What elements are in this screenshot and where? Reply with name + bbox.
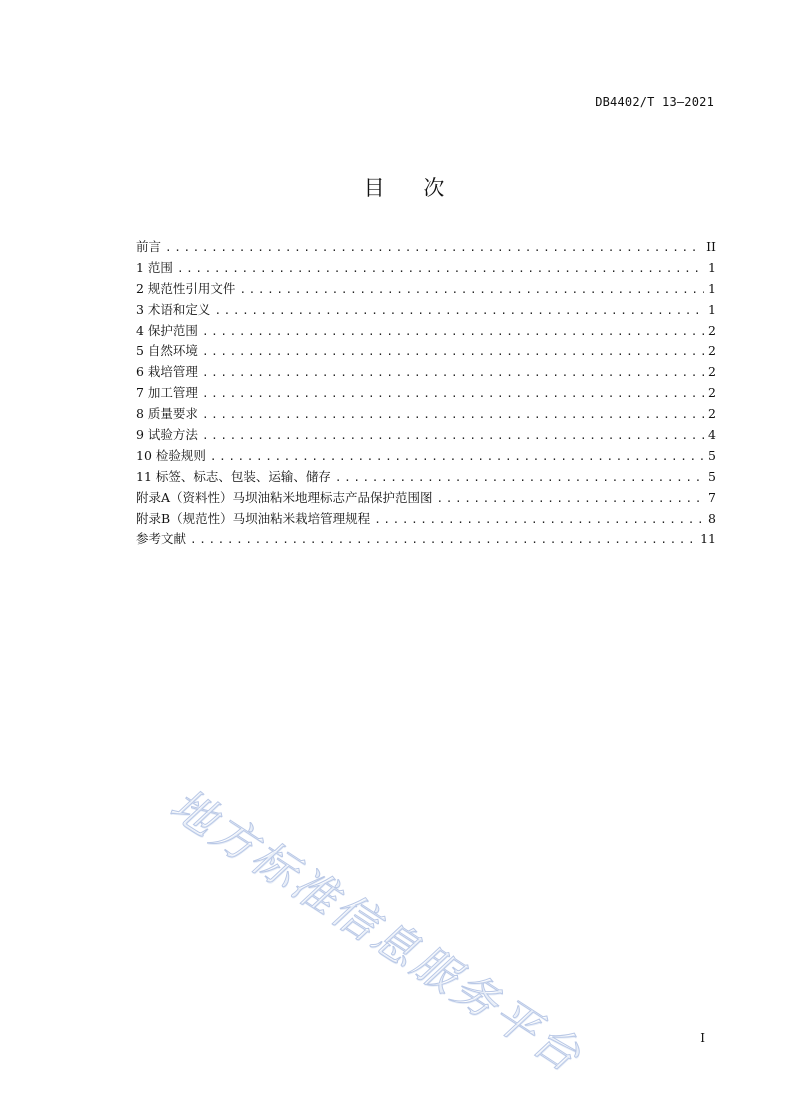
- toc-entry-page: 2: [708, 364, 716, 380]
- toc-entry-quality[interactable]: [136, 404, 716, 425]
- toc-entry-foreword[interactable]: [136, 237, 716, 258]
- toc-entry-page: 2: [708, 385, 716, 401]
- toc-leader-dots: [165, 238, 702, 259]
- toc-leader-dots: [177, 259, 704, 280]
- toc-entry-page: 2: [708, 343, 716, 359]
- toc-leader-dots: [202, 384, 704, 405]
- toc-entry-label: 2 规范性引用文件: [136, 280, 236, 296]
- page-number: I: [700, 1031, 705, 1045]
- toc-entry-page: 7: [708, 489, 716, 505]
- toc-leader-dots: [190, 530, 696, 551]
- toc-entry-page: 8: [708, 510, 716, 526]
- toc-leader-dots: [202, 363, 704, 384]
- toc-entry-cultivation[interactable]: [136, 362, 716, 383]
- page-title: 目 次: [363, 176, 461, 200]
- toc-entry-appendix-a[interactable]: [136, 488, 716, 509]
- toc-entry-label: 1 范围: [136, 259, 173, 275]
- toc-leader-dots: [202, 322, 704, 343]
- toc-entry-inspection-rules[interactable]: [136, 446, 716, 467]
- toc-entry-scope[interactable]: [136, 258, 716, 279]
- toc-entry-page: II: [706, 239, 716, 254]
- toc-entry-processing[interactable]: [136, 383, 716, 404]
- toc-entry-label: 10 检验规则: [136, 447, 206, 463]
- toc-entry-label: 9 试验方法: [136, 427, 198, 443]
- toc-entry-page: 4: [708, 427, 716, 443]
- toc-leader-dots: [202, 426, 704, 447]
- toc-leader-dots: [202, 405, 704, 426]
- toc-entry-label: 4 保护范围: [136, 322, 198, 338]
- toc-entry-natural-environment[interactable]: [136, 341, 716, 362]
- toc-entry-label: 6 栽培管理: [136, 364, 198, 380]
- toc-leader-dots: [214, 301, 704, 322]
- toc-leader-dots: [335, 468, 704, 489]
- toc-leader-dots: [210, 447, 704, 468]
- toc-leader-dots: [374, 510, 704, 531]
- toc-entry-page: 5: [708, 447, 716, 463]
- toc-entry-label: 5 自然环境: [136, 343, 198, 359]
- toc-entry-protection-scope[interactable]: [136, 321, 716, 342]
- toc-entry-label: 8 质量要求: [136, 406, 198, 422]
- toc-entry-normative-references[interactable]: [136, 279, 716, 300]
- table-of-contents: [136, 237, 716, 550]
- toc-entry-page: 11: [700, 531, 716, 547]
- toc-entry-page: 1: [708, 301, 716, 317]
- toc-entry-page: 2: [708, 406, 716, 422]
- toc-entry-bibliography[interactable]: [136, 529, 716, 550]
- toc-entry-appendix-b[interactable]: [136, 509, 716, 530]
- toc-entry-label: 附录B（规范性）马坝油粘米栽培管理规程: [136, 510, 371, 526]
- toc-entry-page: 1: [708, 259, 716, 275]
- toc-entry-terms[interactable]: [136, 300, 716, 321]
- toc-leader-dots: [202, 342, 704, 363]
- toc-entry-page: 5: [708, 468, 716, 484]
- toc-entry-label: 前言: [136, 239, 162, 254]
- toc-entry-page: 2: [708, 322, 716, 338]
- toc-entry-label: 附录A（资料性）马坝油粘米地理标志产品保护范围图: [136, 489, 433, 505]
- document-code: DB4402/T 13—2021: [595, 95, 714, 109]
- toc-leader-dots: [437, 489, 704, 510]
- toc-entry-label: 3 术语和定义: [136, 301, 211, 317]
- toc-entry-labeling[interactable]: [136, 467, 716, 488]
- toc-entry-label: 11 标签、标志、包装、运输、储存: [136, 468, 331, 484]
- toc-entry-label: 7 加工管理: [136, 385, 198, 401]
- watermark: 地方标准信息服务平台: [161, 779, 592, 1084]
- toc-entry-page: 1: [708, 280, 716, 296]
- toc-entry-test-methods[interactable]: [136, 425, 716, 446]
- toc-leader-dots: [239, 280, 704, 301]
- toc-entry-label: 参考文献: [136, 531, 187, 547]
